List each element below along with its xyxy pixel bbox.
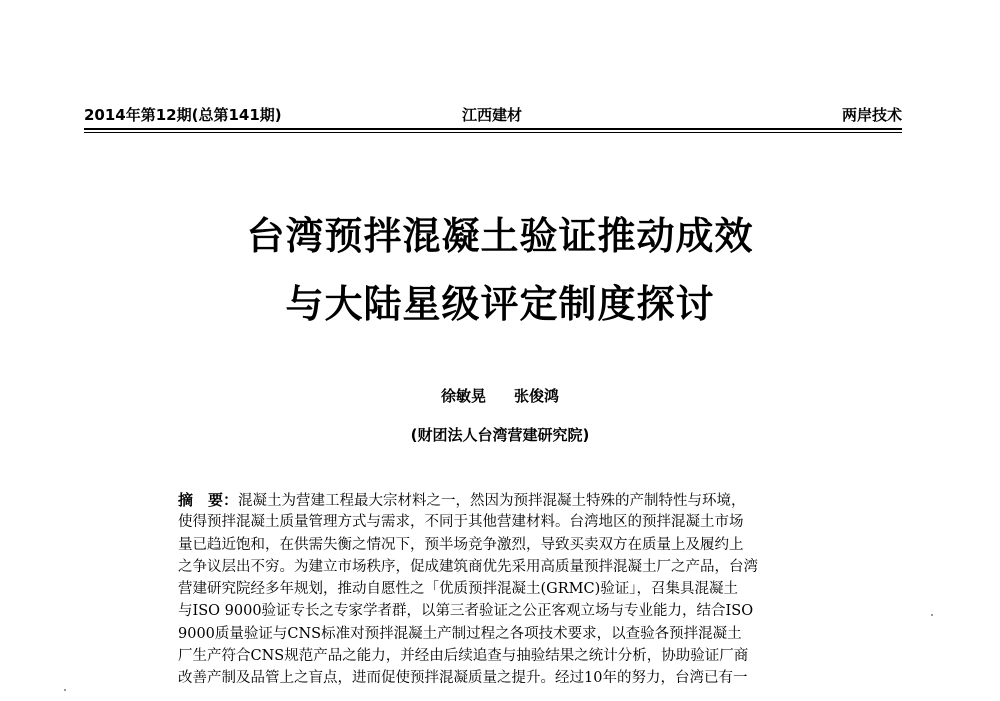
abstract-line: 之争议层出不穷。为建立市场秩序，促成建筑商优先采用高质量预拌混凝土厂之产品，台湾	[178, 558, 758, 575]
author-affiliation: (财团法人台湾营建研究院)	[410, 426, 590, 444]
abstract-line: 9000质量验证与CNS标准对预拌混凝土产制过程之各项技术要求，以查验各预拌混凝土	[178, 625, 742, 642]
author-list	[0, 386, 1000, 406]
abstract-line: 厂生产符合CNS规范产品之能力，并经由后续追查与抽验结果之统计分析，协助验证厂商	[178, 648, 749, 665]
scan-speck	[931, 614, 933, 616]
journal-name: 江西建材	[462, 106, 523, 124]
running-header	[84, 104, 902, 130]
abstract-line: 改善产制及品管上之盲点，进而促使预拌混凝质量之提升。经过10年的努力，台湾已有一	[178, 670, 748, 687]
abstract-line: 使得预拌混凝土质量管理方式与需求，不同于其他营建材料。台湾地区的预拌混凝土市场	[178, 514, 744, 531]
abstract-line: 营建研究院经多年规划，推动自愿性之「优质预拌混凝土(GRMC)验证」，召集具混凝土	[178, 581, 739, 598]
title-line-1: 台湾预拌混凝土验证推动成效	[246, 214, 754, 258]
author-name: 张俊鸿	[514, 387, 560, 405]
header-rule-thick	[84, 128, 902, 130]
abstract-text: 混凝土为营建工程最大宗材料之一，然因为预拌混凝土特殊的产制特性与环境，	[238, 493, 746, 509]
article-title	[0, 212, 1000, 328]
abstract-line	[178, 489, 818, 511]
journal-issue: 2014年第12期(总第141期)	[84, 106, 282, 124]
section-name: 两岸技术	[841, 106, 902, 124]
scan-speck	[64, 689, 66, 691]
header-rule-thin	[84, 132, 902, 133]
abstract	[178, 489, 818, 690]
abstract-label: 摘 要：	[178, 491, 239, 509]
author-name: 徐敏晃	[440, 387, 486, 405]
abstract-line: 与ISO 9000验证专长之专家学者群，以第三者验证之公正客观立场与专业能力，结合ISO	[178, 603, 754, 620]
abstract-line: 量已趋近饱和，在供需失衡之情况下，预半场竞争激烈，导致买卖双方在质量上及履约上	[178, 536, 744, 553]
title-line-2: 与大陆星级评定制度探讨	[285, 282, 715, 326]
